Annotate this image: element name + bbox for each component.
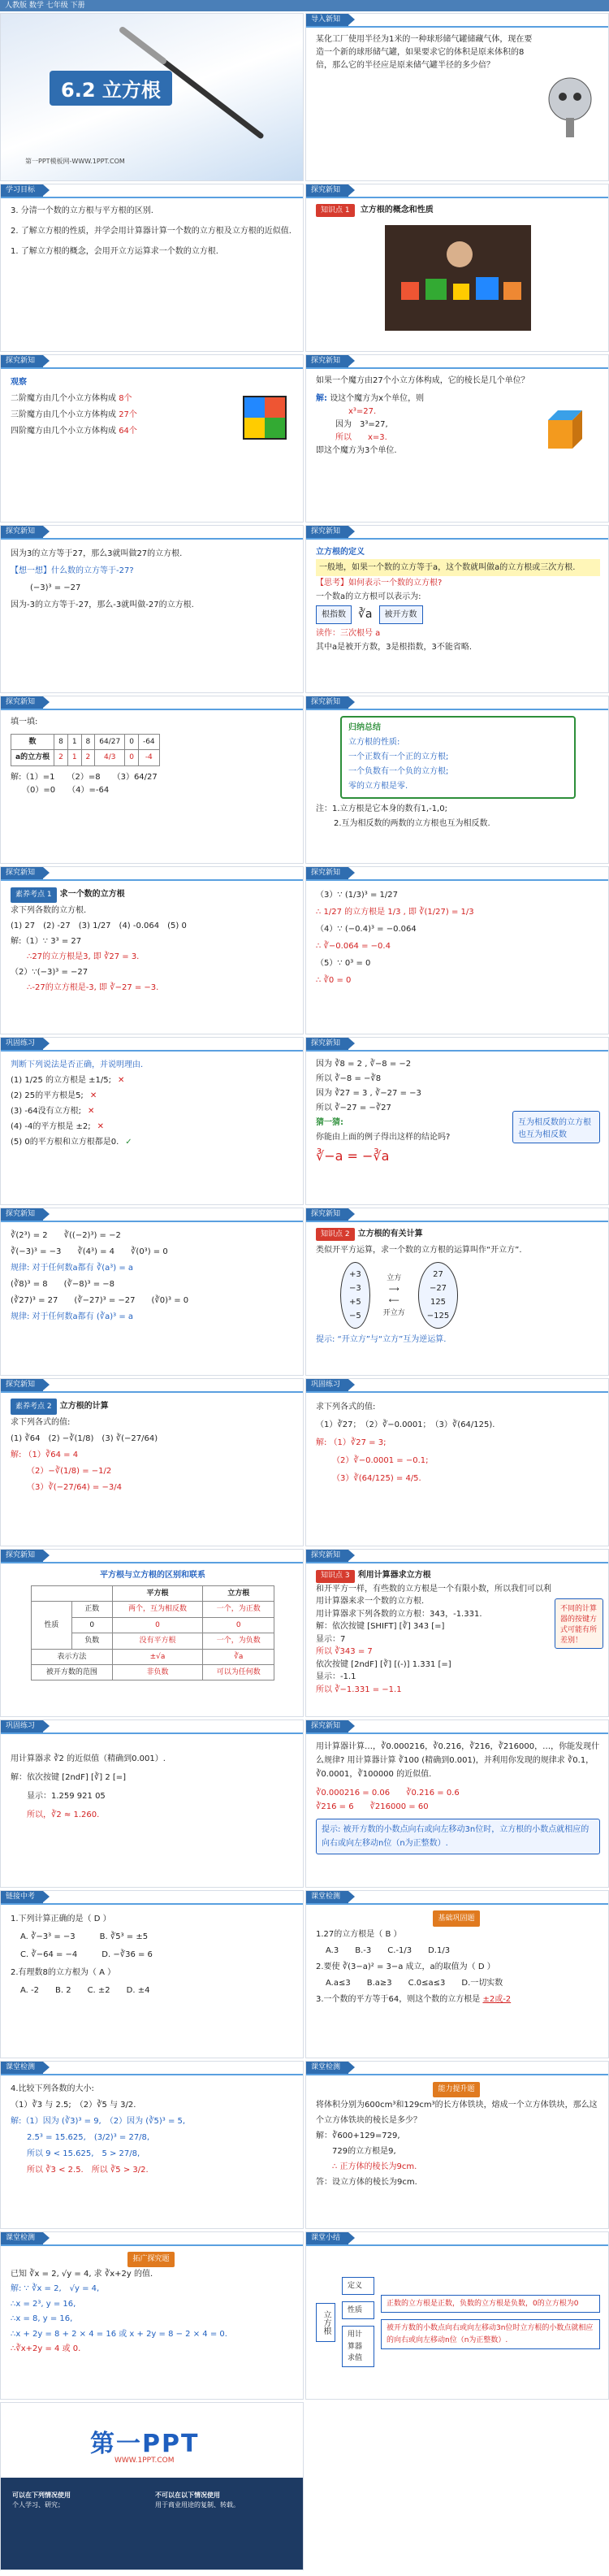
table-cell: -4: [138, 750, 159, 765]
step-6: 所以 ∛−1.331 = −1.1: [316, 1685, 402, 1694]
advanced-answer-2: 729的立方根是9,: [332, 2147, 396, 2157]
solution-3: （2）∵(−3)³ = −27: [11, 968, 89, 978]
cube-question: 如果一个魔方由27个小立方体构成，它的棱长是几个单位？: [316, 376, 529, 385]
solution-4: ∴-27的立方根是-3, 即 ∛−27 = −3.: [27, 983, 159, 993]
answer-3: 所以，∛2 ≈ 1.260.: [27, 1811, 100, 1819]
tip-text: 提示: “开立方”与“立方”互为逆运算.: [316, 1335, 447, 1345]
advanced-answer-3: ∴ 正方体的棱长为9cm.: [332, 2162, 417, 2172]
slide-concept-photo: [305, 184, 609, 352]
compare-answer-2: 2.5³ = 15.625, (3/2)³ = 27/8,: [27, 2133, 150, 2142]
test-answer-3: ±2或-2: [482, 1995, 512, 2004]
answer-2: （2）−∛(1/8) = −1/2: [27, 1467, 112, 1476]
practice-item-3: (3) -64没有立方根;: [11, 1107, 82, 1116]
slide-title: [0, 13, 304, 181]
table-cell: 一个，为负数: [203, 1633, 274, 1649]
exam-question-1: 1.下列计算正确的是（ D ）: [11, 1915, 111, 1923]
table-cell: 表示方法: [32, 1649, 113, 1664]
example-items: (1) 27 (2) -27 (3) 1/27 (4) -0.064 (5) 0: [11, 922, 187, 931]
slide-practice-values: [305, 1378, 609, 1546]
answer-1: 解：依次按键 [2ndF] [∛] 2 [=]: [11, 1773, 127, 1782]
oval-item: −125: [426, 1312, 450, 1321]
intro-text: 某化工厂使用半径为1米的一种球形储气罐储藏气体，现在要造一个新的球形储气罐，如果要求它的体积是原来体积的8倍，那么它的半径应是原来储气罐半径的多少倍？: [316, 35, 533, 70]
slide-test-advanced: [305, 2061, 609, 2229]
answer-3: （3）∛(−27/64) = −3/4: [27, 1483, 122, 1492]
knowledge-badge: 知识点 3: [316, 1570, 355, 1583]
property-3: 零的立方根是零.: [348, 782, 408, 791]
footer-heading-2: 不可以在以下情况使用: [155, 2491, 220, 2499]
solution-line-2: x³=27.: [348, 407, 377, 416]
section-tag: 探究新知: [1, 1379, 43, 1391]
gas-tank-icon: [542, 71, 598, 144]
row-label-number: 数: [11, 735, 54, 750]
section-tag: 学习目标: [1, 184, 43, 197]
slide-example-2: [0, 1378, 304, 1546]
table-cell: 两个，互为相反数: [112, 1602, 203, 1617]
brand-url: WWW.1PPT.COM: [114, 2457, 175, 2465]
practice-items: （1）∛27； （2）∛−0.0001； （3）∛(64/125).: [316, 1420, 495, 1429]
extend-question: 已知 ∛x = 2, √y = 4, 求 ∛x+2y 的值.: [11, 2269, 153, 2279]
fill-answer-2: （0）=0 （4）=-64: [22, 785, 110, 795]
read-as: 读作：三次根号 a: [316, 628, 381, 638]
answer-1: 8个: [119, 394, 132, 403]
line-4: ∴ ∛−0.064 = −0.4: [316, 942, 391, 951]
line-1: （3）∵ (1/3)³ = 1/27: [316, 891, 399, 900]
step-2: 显示：7: [316, 1634, 346, 1644]
section-tag: 探究新知: [306, 184, 348, 197]
slide-goals: [0, 184, 304, 352]
slide-pattern: [305, 1720, 609, 1888]
practice-item-2: (2) 25的平方根是5;: [11, 1091, 84, 1100]
statement-2: 因为-3的立方等于-27，那么-3就叫做-27的立方根.: [11, 601, 194, 609]
extend-answer-4: ∴x + 2y = 8 + 2 × 4 = 16 或 x + 2y = 8 − 2 × 4 = 0.: [11, 2329, 227, 2339]
solution-line-3: 因为 3³=27,: [335, 420, 388, 429]
slide-rules: [0, 1208, 304, 1376]
oval-item: +3: [349, 1270, 361, 1280]
exam-options-1a: A. ∛−3³ = −3 B. ∛5³ = ±5: [20, 1932, 149, 1941]
observe-label: 观察: [11, 378, 27, 387]
footer-text-1: 个人学习、研究；: [12, 2501, 64, 2509]
section-tag: 巩固练习: [1, 1720, 43, 1733]
table-cell: 64/27: [95, 735, 125, 750]
oval-item: −5: [349, 1312, 361, 1321]
rule-line-5: (∛27)³ = 27 (∛−27)³ = −27 (∛0)³ = 0: [11, 1296, 189, 1305]
table-cell: 2: [81, 750, 95, 765]
guess-formula: ∛−a = −∛a: [316, 1148, 390, 1164]
table-cell: 0: [203, 1617, 274, 1633]
table-cell: 可以为任何数: [203, 1664, 274, 1680]
section-tag: 链接中考: [1, 1891, 43, 1903]
line-2: 所以 ∛−8 = −∛8: [316, 1074, 382, 1083]
table-header: 平方根: [112, 1586, 203, 1602]
section-tag: 探究新知: [306, 355, 348, 367]
slide-guess: [305, 1037, 609, 1205]
table-cell: 1: [67, 750, 81, 765]
section-tag: 课堂检测: [306, 1891, 348, 1903]
answer-3: 64个: [119, 427, 137, 436]
table-cell: 被开方数的范围: [32, 1664, 113, 1680]
test-question-2: 2.要使 ∛(3−a)² = 3−a 成立，a的取值为（ D ）: [316, 1962, 495, 1971]
statement-1: 因为3的立方等于27，那么3就叫做27的立方根.: [11, 549, 183, 558]
practice-question: 用计算器求 ∛2 的近似值（精确到0.001）.: [11, 1754, 166, 1763]
level-badge: 基础巩固题: [433, 1910, 479, 1927]
extend-answer-2: ∴x = 2³, y = 16,: [11, 2299, 76, 2309]
table-cell: 0: [125, 735, 139, 750]
summary-detail-1: 正数的立方根是正数，负数的立方根是负数，0的立方根为0: [381, 2295, 600, 2313]
section-tag: 课堂检测: [1, 2062, 43, 2074]
root-op-label: 开立方: [382, 1308, 405, 1317]
table-cell: 8: [81, 735, 95, 750]
line-2: ∴ 1/27 的立方根是 1/3 , 即 ∛(1/27) = 1/3: [316, 908, 474, 917]
check-mark-icon: ✓: [125, 1138, 132, 1147]
table-cell: 8: [54, 735, 68, 750]
top-header-bar: [0, 0, 609, 11]
wrong-mark-icon: ✕: [118, 1076, 125, 1085]
answer-3: （3）∛(64/125) = 4/5.: [332, 1474, 421, 1483]
step-4: 依次按键 [2ndF] [∛] [(-)] 1.331 [=]: [316, 1659, 451, 1669]
step-5: 显示：-1.1: [316, 1672, 356, 1682]
advanced-question: 将体积分别为600cm³和129cm³的长方体铁块，熔成一个立方体铁块，那么这个立方体铁块的棱长是多少？: [316, 2101, 598, 2126]
oval-item: 125: [430, 1298, 447, 1308]
wrong-mark-icon: ✕: [88, 1107, 95, 1116]
solution-line-1: 设这个魔方为x个单位，则: [330, 394, 425, 403]
solution-1: 解:（1）∵ 3³ = 27: [11, 937, 82, 947]
table-cell: 1: [67, 735, 81, 750]
table-cell: 正数: [71, 1602, 112, 1617]
question-3: 四阶魔方由几个小立方体构成: [11, 427, 116, 436]
table-cell: -64: [138, 735, 159, 750]
pattern-question: 用计算器计算…，∛0.000216，∛0.216，∛216，∛216000，…，你能发现什么规律? 用计算器计算 ∛100 (精确到0.001)，并利用你发现的规律求 ∛0.1，∛0.0001，∛100000 的近似值.: [316, 1742, 600, 1779]
answer-2: 显示：1.259 921 05: [27, 1792, 106, 1801]
root-index-label: 根指数: [316, 605, 352, 624]
table-cell: 没有平方根: [112, 1633, 203, 1649]
brand-logo: 第一PPT: [90, 2430, 200, 2458]
slide-practice-calc: [0, 1720, 304, 1888]
arrow-right-icon: ⟶: [388, 1286, 400, 1294]
wrong-mark-icon: ✕: [97, 1122, 104, 1131]
section-tag: 探究新知: [306, 1550, 348, 1562]
summary-detail-2: 被开方数的小数点向右或向左移动3n位时立方根的小数点就相应的向右或向左移动n位（n为正整数）.: [381, 2319, 600, 2349]
equation: (−3)³ = −27: [30, 583, 81, 592]
table-cell: ±√a: [112, 1649, 203, 1664]
slide-example-1: [0, 866, 304, 1034]
example-question: 求下列各数的立方根.: [11, 906, 87, 916]
extend-answer-5: ∴∛x+2y = 4 或 0.: [11, 2344, 81, 2354]
compare-answer-1: 解:（1）因为 (∛3)³ = 9, （2）因为 (∛5)³ = 5,: [11, 2117, 186, 2126]
cube-op-label: 立方: [387, 1273, 402, 1282]
slide-summary-properties: [305, 696, 609, 864]
extend-answer-1: 解: ∵ ∛x = 2, √y = 4,: [11, 2284, 100, 2294]
line-6: ∴ ∛0 = 0: [316, 976, 352, 985]
speech-bubble: 互为相反数的立方根也互为相反数: [512, 1111, 600, 1143]
slide-example-1-cont: [305, 866, 609, 1034]
section-heading: 利用计算器求立方根: [357, 1571, 431, 1580]
compare-items: （1）∛3 与 2.5; （2）∛5 与 3/2.: [11, 2101, 136, 2110]
arrow-left-icon: ⟵: [388, 1297, 400, 1306]
section-tag: 探究新知: [306, 1208, 348, 1221]
section-tag: 探究新知: [1, 526, 43, 538]
rule-2: 规律: 对于任何数a都有 (∛a)³ = a: [11, 1312, 134, 1321]
exam-question-2: 2.有理数8的立方根为（ A ）: [11, 1968, 116, 1977]
slide-calculator: [305, 1549, 609, 1717]
solution-line-4: 所以 x=3.: [335, 433, 387, 442]
rubiks-collection-photo: [385, 225, 531, 331]
line-5: （5）∵ 0³ = 0: [316, 959, 371, 968]
step-3: 所以 ∛343 = 7: [316, 1647, 373, 1657]
fill-answer-1: 解:（1）=1 （2）=8 （3）64/27: [11, 772, 158, 782]
advanced-answer-4: 答：设立方体的棱长为9cm.: [316, 2178, 417, 2188]
section-tag: 巩固练习: [1, 1038, 43, 1050]
line-1: 因为 ∛8 = 2 , ∛−8 = −2: [316, 1060, 412, 1069]
section-tag: 探究新知: [306, 526, 348, 538]
example-items: (1) ∛64 (2) −∛(1/8) (3) ∛(−27/64): [11, 1434, 158, 1443]
table-cell: 0: [125, 750, 139, 765]
wrong-mark-icon: ✕: [89, 1091, 97, 1100]
pattern-result-2: ∛216 = 6 ∛216000 = 60: [316, 1802, 429, 1811]
test-options-1: A.3 B.-3 C.-1/3 D.1/3: [326, 1946, 451, 1955]
table-header: [32, 1586, 113, 1602]
level-badge: 拓广探究题: [127, 2252, 174, 2267]
goal-2: 2. 了解立方根的性质，并学会用计算器计算一个数的立方根及立方根的近似值.: [11, 227, 292, 236]
definition-text: 一般地，如果一个数的立方等于a，这个数就叫做a的立方根或三次方根.: [316, 559, 600, 576]
example-text: 用计算器求下列各数的立方根：343，-1.331.: [316, 1609, 482, 1619]
test-question-1: 1.27的立方根是（ B ）: [316, 1930, 402, 1939]
summary-branch-definition: 定义: [342, 2277, 374, 2295]
cube-root-table: [11, 734, 160, 766]
section-tag: 探究新知: [306, 1038, 348, 1050]
row-label-root: a的立方根: [11, 750, 54, 765]
intro-text: 和开平方一样，有些数的立方根是一个有限小数，所以我们可以利用计算器来求一个数的立方根.: [316, 1584, 551, 1607]
line-4: 所以 ∛−27 = −∛27: [316, 1104, 391, 1112]
rule-line-1: ∛(2³) = 2 ∛((−2)³) = −2: [11, 1231, 121, 1240]
goal-1: 1. 了解立方根的概念，会用开立方运算求一个数的立方根.: [11, 247, 218, 256]
slide-grid: [0, 13, 609, 2570]
table-cell: 4/3: [95, 750, 125, 765]
calculator-note: 不同的计算器的按键方式可能有所差别！: [555, 1598, 603, 1649]
section-heading: 立方根的概念和性质: [360, 206, 434, 215]
slide-cube-question: [305, 354, 609, 523]
knowledge-badge: 知识点 2: [316, 1228, 355, 1241]
table-cell: ∛a: [203, 1649, 274, 1664]
table-cell: 性质: [32, 1602, 72, 1649]
exam-options-1b: C. ∛−64 = −4 D. −∛36 = 6: [20, 1950, 153, 1959]
table-cell: 2: [54, 750, 68, 765]
section-tag: 探究新知: [1, 355, 43, 367]
solution-2: ∴27的立方根是3, 即 ∛27 = 3.: [27, 952, 140, 962]
slide-summary: [305, 2231, 609, 2400]
property-heading: 立方根的性质:: [348, 738, 400, 747]
summary-center: 立方根: [316, 2303, 335, 2342]
example-badge: 素养考点 1: [11, 887, 57, 903]
line-3: （4）∵ (−0.4)³ = −0.064: [316, 925, 417, 934]
compare-answer-3: 所以 9 < 15.625, 5 > 27/8,: [27, 2149, 140, 2158]
rule-line-4: (∛8)³ = 8 (∛−8)³ = −8: [11, 1280, 115, 1289]
example-question: 求下列各式的值:: [11, 1418, 71, 1427]
goal-3: 3. 分清一个数的立方根与平方根的区别.: [11, 206, 153, 215]
test-question-3: 3.一个数的平方等于64，则这个数的立方根是: [316, 1995, 481, 2004]
section-tag: 探究新知: [306, 696, 348, 709]
table-cell: 0: [71, 1617, 112, 1633]
radicand-label: 被开方数: [379, 605, 423, 624]
slide-test-compare: [0, 2061, 304, 2229]
slide-definition: [305, 525, 609, 693]
section-tag: 探究新知: [1, 1208, 43, 1221]
knowledge-badge: 知识点 1: [316, 204, 355, 217]
section-tag: 探究新知: [1, 867, 43, 879]
rule-line-2: ∛(−3)³ = −3 ∛(4³) = 4 ∛(0³) = 0: [11, 1247, 168, 1256]
intro-text: 类似开平方运算，求一个数的立方根的运算叫作“开立方”.: [316, 1246, 522, 1255]
section-tag: 导入新知: [306, 14, 348, 26]
slide-footer: [0, 2402, 304, 2570]
slide-intro: [305, 13, 609, 181]
table-cell: 非负数: [112, 1664, 203, 1680]
summary-branch-property: 性质: [342, 2301, 374, 2319]
slide-blank: [305, 2402, 609, 2570]
rule-1: 规律: 对于任何数a都有 ∛(a³) = a: [11, 1264, 134, 1273]
table-title: 平方根与立方根的区别和联系: [100, 1571, 205, 1580]
advanced-answer-1: 解：∛600+129=729,: [316, 2131, 400, 2141]
practice-intro: 判断下列说法是否正确，并说明理由.: [11, 1060, 144, 1069]
section-tag: 探究新知: [306, 867, 348, 879]
note-2: 2.互为相反数的两数的立方根也互为相反数.: [334, 819, 490, 828]
oval-item: −3: [349, 1284, 361, 1294]
question-2: 三阶魔方由几个小立方体构成: [11, 410, 116, 419]
compare-answer-4: 所以 ∛3 < 2.5. 所以 ∛5 > 3/2.: [27, 2166, 149, 2175]
answer-2: 27个: [119, 410, 137, 419]
think-sub: 一个数a的立方根可以表示为:: [316, 592, 421, 601]
answer-2: （2）∛−0.0001 = −0.1;: [332, 1456, 429, 1465]
section-tag: 课堂小结: [306, 2232, 348, 2244]
slide-observe: [0, 354, 304, 523]
practice-question: 求下列各式的值:: [316, 1403, 376, 1412]
compare-table: [31, 1585, 274, 1680]
section-tag: 巩固练习: [306, 1379, 348, 1391]
table-cell: 0: [112, 1617, 203, 1633]
answer-1: 解: （1）∛27 = 3;: [316, 1438, 387, 1447]
answer-1: 解: （1）∛64 = 4: [11, 1451, 79, 1459]
oval-item: 27: [433, 1270, 443, 1280]
definition-note: 其中a是被开方数，3是根指数，3不能省略.: [316, 642, 473, 652]
solution-line-5: 即这个魔方为3个单位.: [316, 446, 397, 455]
footer-text-2: 用于商业用途的复制、转载。: [155, 2501, 240, 2509]
section-tag: 探究新知: [1, 696, 43, 709]
header-series: 人教版 数学 七年级 下册: [5, 2, 85, 10]
cube-root-symbol: ∛a: [358, 608, 373, 621]
oval-item: −27: [429, 1284, 447, 1294]
practice-item-4: (4) -4的平方根是 ±2;: [11, 1122, 91, 1131]
slide-practice-judge: [0, 1037, 304, 1205]
test-options-2: A.a≤3 B.a≥3 C.0≤a≤3 D.一切实数: [326, 1979, 503, 1988]
summary-title: 归纳总结: [348, 723, 381, 732]
slide-test-basic: [305, 1890, 609, 2058]
exam-options-2: A. -2 B. 2 C. ±2 D. ±4: [20, 1986, 150, 1995]
rubiks-cube-icon: [243, 396, 287, 440]
slide-fill-table: [0, 696, 304, 864]
slide-main-title: 6.2 立方根: [50, 71, 172, 106]
think-question: 【想一想】什么数的立方等于-27?: [11, 566, 134, 575]
slide-calc: [305, 1208, 609, 1376]
pattern-tip: 提示: 被开方数的小数点向右或向左移动3n位时，立方根的小数点就相应的向右或向左移动n位（n为正整数）.: [316, 1819, 600, 1854]
slide-compare-table: [0, 1549, 304, 1717]
level-badge: 能力提升题: [433, 2082, 479, 2097]
note-1: 注：1.立方根是它本身的数有1,-1,0;: [316, 804, 447, 813]
pattern-result-1: ∛0.000216 = 0.06 ∛0.216 = 0.6: [316, 1789, 460, 1798]
example-title: 立方根的计算: [59, 1402, 109, 1411]
property-1: 一个正数有一个正的立方根;: [348, 752, 449, 761]
solution-label: 解:: [316, 394, 327, 403]
table-cell: 负数: [71, 1633, 112, 1649]
slide-test-extend: [0, 2231, 304, 2400]
footer-heading-1: 可以在下列情况使用: [12, 2491, 71, 2499]
line-3: 因为 ∛27 = 3 , ∛−27 = −3: [316, 1089, 421, 1098]
section-tag: 课堂检测: [306, 2062, 348, 2074]
definition-title: 立方根的定义: [316, 548, 365, 557]
compare-question: 4.比较下列各数的大小:: [11, 2084, 94, 2093]
practice-item-5: (5) 0的平方根和立方根都是0.: [11, 1138, 119, 1147]
guess-label: 猜一猜:: [316, 1118, 343, 1127]
section-tag: 探究新知: [1, 1550, 43, 1562]
section-tag: 探究新知: [306, 1720, 348, 1733]
guess-question: 你能由上面的例子得出这样的结论吗?: [316, 1133, 451, 1142]
orange-cube-icon: [540, 404, 589, 453]
fill-label: 填一填:: [11, 718, 38, 726]
oval-item: +5: [349, 1298, 361, 1308]
example-badge: 素养考点 2: [11, 1399, 57, 1415]
question-1: 二阶魔方由几个小立方体构成: [11, 394, 116, 403]
slide-think: [0, 525, 304, 693]
summary-branch-calculator: 用计算器求值: [342, 2326, 374, 2367]
section-tag: 课堂检测: [1, 2232, 43, 2244]
table-header: 立方根: [203, 1586, 274, 1602]
property-2: 一个负数有一个负的立方根;: [348, 767, 449, 776]
slide-exam-link: [0, 1890, 304, 2058]
table-cell: 一个，为正数: [203, 1602, 274, 1617]
extend-answer-3: ∴x = 8, y = 16,: [11, 2314, 73, 2324]
slide-subtitle: 第一PPT模板网-WWW.1PPT.COM: [25, 158, 125, 165]
step-1: 解：依次按键 [SHIFT] [∛] 343 [=]: [316, 1622, 445, 1632]
example-title: 求一个数的立方根: [59, 890, 125, 899]
section-heading: 立方根的有关计算: [357, 1229, 423, 1238]
think-prompt: 【思考】如何表示一个数的立方根?: [316, 579, 443, 588]
practice-item-1: (1) 1/25 的立方根是 ±1/5;: [11, 1076, 111, 1085]
